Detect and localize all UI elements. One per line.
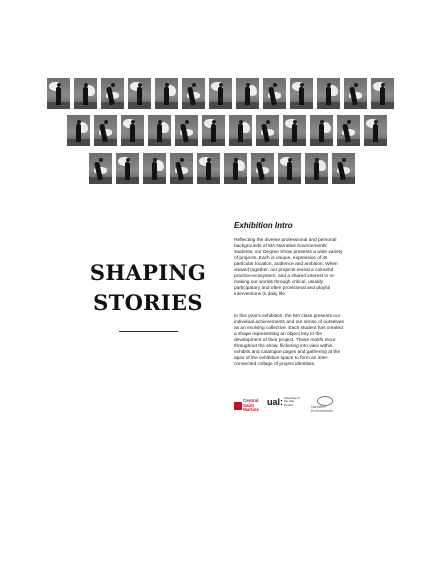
performance-photo — [278, 153, 301, 184]
performance-photo — [170, 153, 193, 184]
performance-photo — [209, 78, 232, 109]
intro-paragraph-2: In this year's exhibition, the MA class presents our individual achievements and our sense of ourselves as an evolving collective. Each student has created a shape representing an object key to the development of their project. These motifs recur throughout the show, flickering into view within exhibits and catalogue pages and gathering at the apex of the exhibition space to form an inter-connected collage of project identities. — [234, 314, 344, 367]
performer-head — [273, 83, 277, 87]
title-line-1: SHAPING — [89, 260, 207, 285]
performance-photo — [182, 78, 205, 109]
performance-photo — [229, 115, 252, 146]
intro-paragraph-1: Reflecting the diverse professional and personal backgrounds of MA Narrative Environments' students, our Degree Show presents a wide variety of projects. Each is unique, expressive of its particular location, audience and ambition. When viewed together, our projects reveal a colourful practice-ecosystem, and a shared interest in re-making our worlds through critical, usually participatory and often provisional and playful interventions in daily life. — [234, 238, 343, 297]
performance-photo — [47, 78, 70, 109]
performer-head — [347, 120, 351, 124]
performance-photo — [236, 78, 259, 109]
performer-head — [158, 120, 162, 124]
ual-logo — [267, 397, 302, 407]
performance-photo — [224, 153, 247, 184]
performer-figure — [157, 124, 162, 142]
photo-row-3 — [89, 153, 355, 184]
performance-photo — [74, 78, 97, 109]
ual-logo-main: ual: — [267, 397, 284, 408]
performer-head — [246, 83, 250, 87]
performance-photo — [310, 115, 333, 146]
csm-logo — [234, 399, 263, 413]
performer-figure — [238, 124, 243, 142]
performance-photo — [148, 115, 171, 146]
performer-figure — [152, 162, 157, 180]
performer-figure — [373, 124, 378, 142]
performer-head — [207, 158, 211, 162]
performance-photo — [263, 78, 286, 109]
performance-photo — [67, 115, 90, 146]
performer-head — [234, 158, 238, 162]
performance-photo — [337, 115, 360, 146]
performance-photo — [101, 78, 124, 109]
performer-head — [138, 83, 142, 87]
performance-photo — [290, 78, 313, 109]
performer-figure — [164, 87, 169, 105]
photo-row-2 — [67, 115, 387, 146]
performer-figure — [314, 162, 319, 180]
narrative-environments-logo — [311, 396, 345, 414]
performer-head — [320, 120, 324, 124]
performance-photo — [332, 153, 355, 184]
performer-head — [288, 158, 292, 162]
performer-head — [293, 120, 297, 124]
performer-figure — [299, 87, 304, 105]
performer-figure — [287, 162, 292, 180]
performance-photo — [89, 153, 112, 184]
performer-figure — [83, 87, 88, 105]
performer-head — [266, 120, 270, 124]
performer-figure — [56, 87, 61, 105]
ual-logo-sub: university of the arts london — [284, 396, 301, 407]
performer-head — [212, 120, 216, 124]
performer-head — [315, 158, 319, 162]
performance-photo — [283, 115, 306, 146]
performer-head — [219, 83, 223, 87]
performer-head — [99, 158, 103, 162]
performer-head — [57, 83, 61, 87]
performer-figure — [233, 162, 238, 180]
performance-photo — [121, 115, 144, 146]
performer-figure — [137, 87, 142, 105]
performer-figure — [380, 87, 385, 105]
performance-photo — [155, 78, 178, 109]
performer-head — [374, 120, 378, 124]
performer-figure — [326, 87, 331, 105]
performer-head — [192, 83, 196, 87]
performer-figure — [206, 162, 211, 180]
performer-head — [239, 120, 243, 124]
performer-figure — [125, 162, 130, 180]
narrative-environments-text: Narrative Environments — [311, 405, 333, 413]
performer-figure — [292, 124, 297, 142]
performer-head — [381, 83, 385, 87]
performer-figure — [76, 124, 81, 142]
performance-photo — [251, 153, 274, 184]
performer-head — [185, 120, 189, 124]
performance-photo — [175, 115, 198, 146]
performer-figure — [211, 124, 216, 142]
performer-figure — [319, 124, 324, 142]
performer-figure — [245, 87, 250, 105]
performer-head — [180, 158, 184, 162]
performance-photo — [128, 78, 151, 109]
performer-head — [153, 158, 157, 162]
performer-head — [84, 83, 88, 87]
performer-head — [131, 120, 135, 124]
performer-head — [77, 120, 81, 124]
title-divider — [119, 331, 178, 332]
performance-photo — [116, 153, 139, 184]
intro-heading: Exhibition Intro — [234, 221, 293, 230]
csm-logo-mark — [234, 402, 242, 410]
performance-photo — [202, 115, 225, 146]
performer-head — [261, 158, 265, 162]
performer-head — [126, 158, 130, 162]
poster-title — [80, 258, 216, 318]
csm-logo-text: Central Saint Martins — [243, 398, 260, 412]
performance-photo — [317, 78, 340, 109]
performer-figure — [130, 124, 135, 142]
performer-head — [300, 83, 304, 87]
performance-photo — [197, 153, 220, 184]
performer-figure — [218, 87, 223, 105]
performance-photo — [256, 115, 279, 146]
performer-head — [327, 83, 331, 87]
photo-row-1 — [47, 78, 394, 109]
performer-head — [111, 83, 115, 87]
performance-photo — [143, 153, 166, 184]
title-line-2: STORIES — [93, 290, 203, 315]
performance-photo — [305, 153, 328, 184]
performance-photo — [344, 78, 367, 109]
performance-photo — [364, 115, 387, 146]
performer-head — [354, 83, 358, 87]
logo-strip — [234, 396, 346, 414]
performer-head — [104, 120, 108, 124]
performer-head — [165, 83, 169, 87]
performer-head — [342, 158, 346, 162]
performance-photo — [94, 115, 117, 146]
performance-photo — [371, 78, 394, 109]
